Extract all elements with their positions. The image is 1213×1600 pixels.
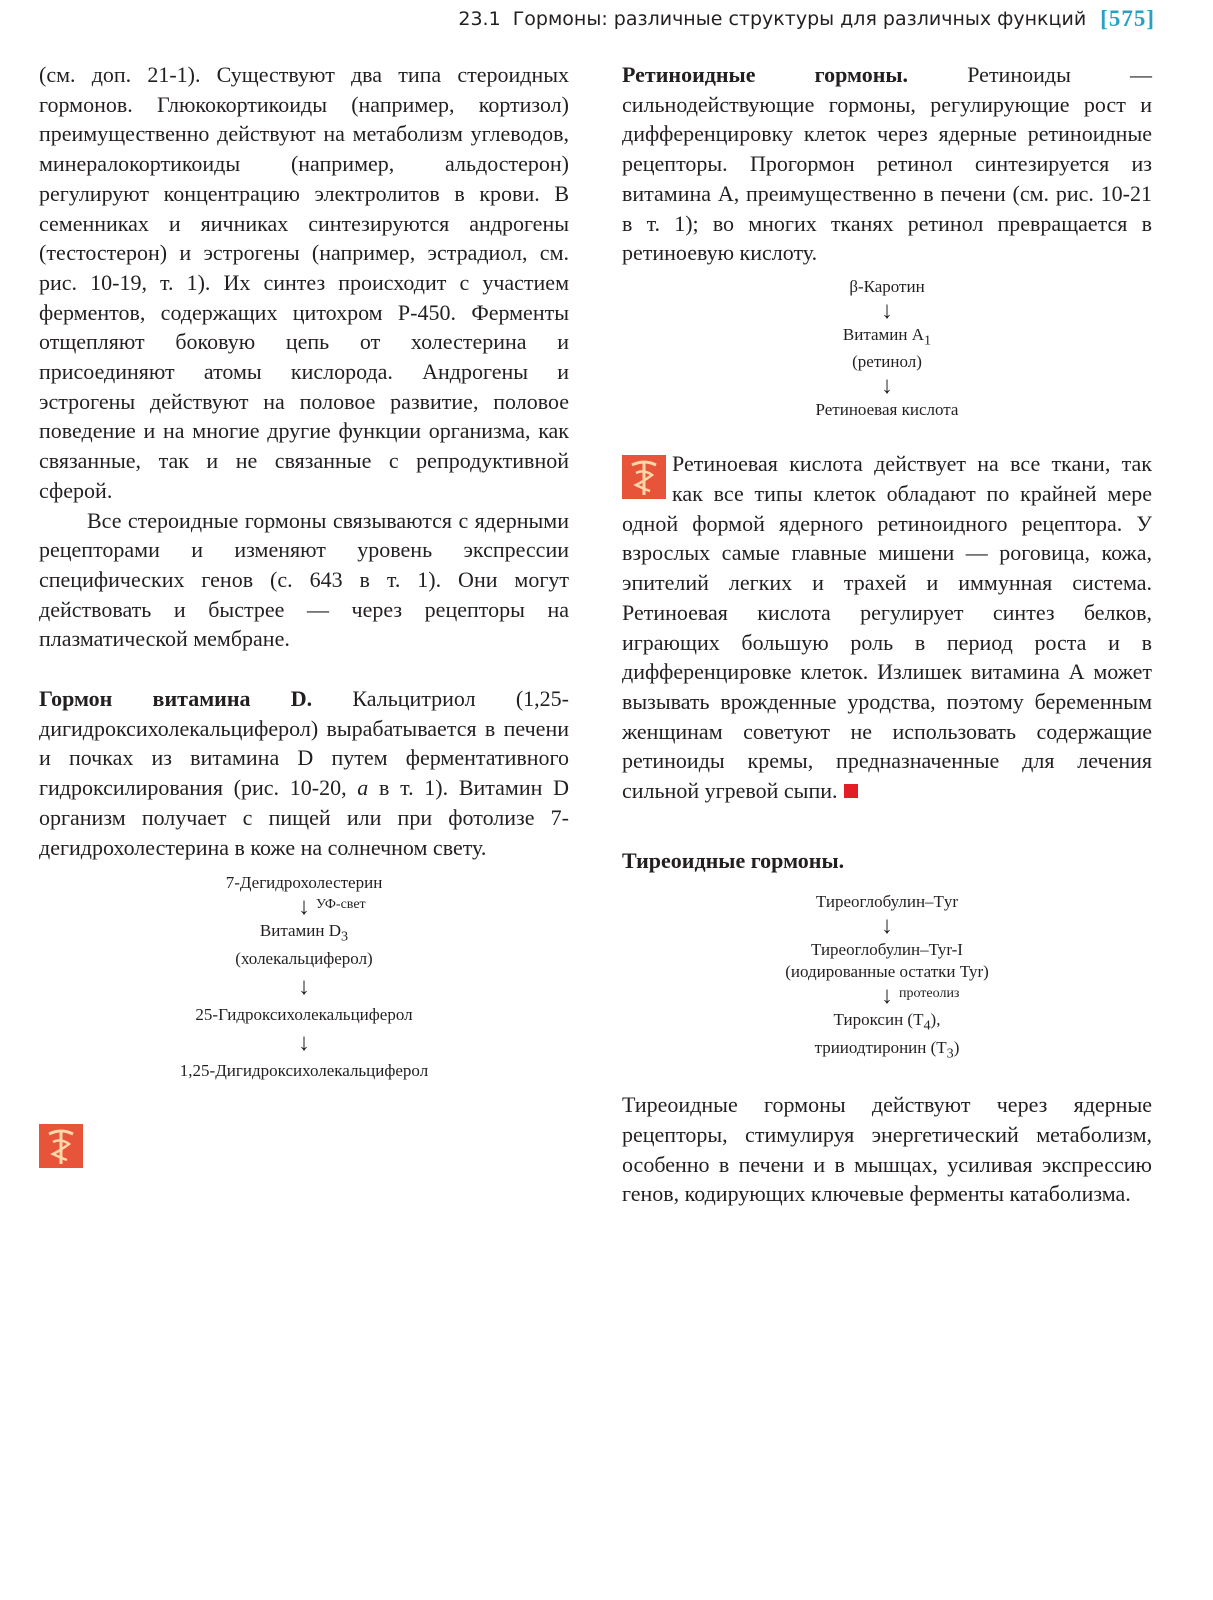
scheme-step: Витамин $D_3$ bbox=[259, 921, 349, 945]
arrow-down-icon: ↓ bbox=[298, 973, 310, 1000]
arrow-down-icon: ↓ bbox=[881, 373, 893, 400]
end-of-note-marker bbox=[844, 784, 858, 798]
left-column bbox=[39, 60, 569, 1168]
scheme-step: 7-Дегидрохолестерин bbox=[225, 873, 383, 893]
vitamin-d-scheme bbox=[39, 872, 569, 1081]
scheme-step: 1,25-Дигидроксихолекальциферол bbox=[179, 1060, 429, 1080]
arrow-label: УФ-свет bbox=[316, 897, 366, 913]
scheme-step: β-Каротин bbox=[849, 276, 925, 296]
paragraph-thyroid bbox=[622, 846, 1152, 876]
arrow-down-icon: ↓ протеолиз bbox=[881, 983, 960, 1010]
paragraph-steroids: (см. доп. 21-1). Существуют два типа стероидных гормонов. Глюкокортикоиды (например, кортизол) преимущественно действуют на метаболизм углеводов, минералокортикоиды (например, альдостерон) регулируют концентрацию электролитов в крови. В семенниках и яичниках синтезируются андрогены (тестостерон) и эстрогены (например, эстрадиол, см. рис. 10-19, т. 1). Их синтез происходит с участием ферментов, содержащих цитохром Р-450. Ферменты отщепляют боковую цепь от холестерина и присоединяют атомы кислорода. Андрогены и эстрогены действуют на половое развитие, половое поведение и на многие другие функции организма, как связанные, так и не связанные с репродуктивной сферой. bbox=[39, 62, 569, 503]
scheme-step: Тиреоглобулин–Тyr bbox=[815, 892, 959, 912]
note-block-retinoic-acid bbox=[622, 449, 1152, 805]
scheme-step: Тироксин $(T_4)$, bbox=[833, 1010, 941, 1034]
medical-caduceus-icon bbox=[39, 1124, 83, 1168]
scheme-step: 25-Гидроксихолекальциферол bbox=[195, 1004, 413, 1024]
page-number: [575] bbox=[1100, 6, 1155, 31]
thyroid-scheme bbox=[622, 891, 1152, 1064]
arrow-down-icon: ↓ bbox=[881, 297, 893, 324]
scheme-step: Ретиноевая кислота bbox=[815, 400, 959, 420]
scheme-step: (иодированные остатки Tyr) bbox=[785, 962, 989, 982]
paragraph-vitamin-d: Гормон витамина D. Кальцитриол (1,25-дигидроксихолекальциферол) вырабатывается в печени и почках из витамина D путем ферментативного гидроксилирования (рис. 10-20, а в т. 1). Витамин D организм получает с пищей или при фотолизе 7-дегидрохолестерина в коже на солнечном свету. bbox=[39, 686, 570, 860]
right-column bbox=[622, 60, 1152, 1209]
paragraph-retinoic-note: Ретиноевая кислота действует на все ткани, так как все типы клеток обладают по крайней мере одной формой ядерного ретиноидного рецептора. У взрослых самые главные мишени — роговица, кожа, эпителий легких и трахей и иммунная система. Ретиноевая кислота регулирует синтез белков, играющих большую роль в период роста и в дифференцировке клеток. Излишек витамина А может вызывать врожденные уродства, поэтому беременным женщинам советуют не использовать содержащие ретиноиды кремы, предназначенные для лечения сильной угревой сыпи. bbox=[622, 451, 1152, 804]
scheme-step: (холекальциферол) bbox=[235, 948, 373, 968]
retinoid-scheme bbox=[622, 276, 1152, 421]
paragraph-retinoids: Ретиноидные гормоны. Ретиноиды — сильнодействующие гормоны, регулирующие рост и дифференцировку клеток через ядерные ретиноидные рецепторы. Прогормон ретинол синтезируется из витамина А, преимущественно в печени (см. рис. 10-21 в т. 1); во многих тканях ретинол превращается в ретиноевую кислоту. bbox=[622, 62, 1153, 266]
arrow-down-icon: ↓ bbox=[881, 913, 893, 940]
section-title: Гормоны: различные структуры для различных функций bbox=[512, 8, 1087, 30]
scheme-step: Витамин $A_1$ bbox=[842, 324, 932, 349]
arrow-down-icon: ↓ bbox=[298, 1029, 310, 1056]
running-header bbox=[458, 4, 1155, 34]
scheme-step: (ретинол) bbox=[852, 352, 922, 372]
arrow-down-icon: ↓ УФ-свет bbox=[298, 894, 366, 921]
scheme-step: Тиреоглобулин–Tyr-I bbox=[811, 940, 963, 960]
heading-vitamin-d: Гормон витамина D. bbox=[39, 686, 313, 712]
paragraph-thyroid-action: Тиреоидные гормоны действуют через ядерные рецепторы, стимулируя энергетический метаболизм, особенно в печени и в мышцах, усиливая экспрессию генов, кодирующих ключевые ферменты катаболизма. bbox=[622, 1092, 1152, 1207]
scheme-step: трииодтиронин $(T_3)$ bbox=[814, 1037, 960, 1062]
medical-caduceus-icon bbox=[622, 455, 666, 499]
heading-thyroid: Тиреоидные гормоны. bbox=[622, 847, 845, 873]
arrow-label: протеолиз bbox=[899, 986, 960, 1002]
section-number: 23.1 bbox=[458, 8, 501, 30]
paragraph-steroid-receptors: Все стероидные гормоны связываются с ядерными рецепторами и изменяют уровень экспрессии специфических генов (с. 643 в т. 1). Они могут действовать и быстрее — через рецепторы на плазматической мембране. bbox=[39, 507, 569, 652]
heading-retinoids: Ретиноидные гормоны. bbox=[622, 62, 909, 87]
